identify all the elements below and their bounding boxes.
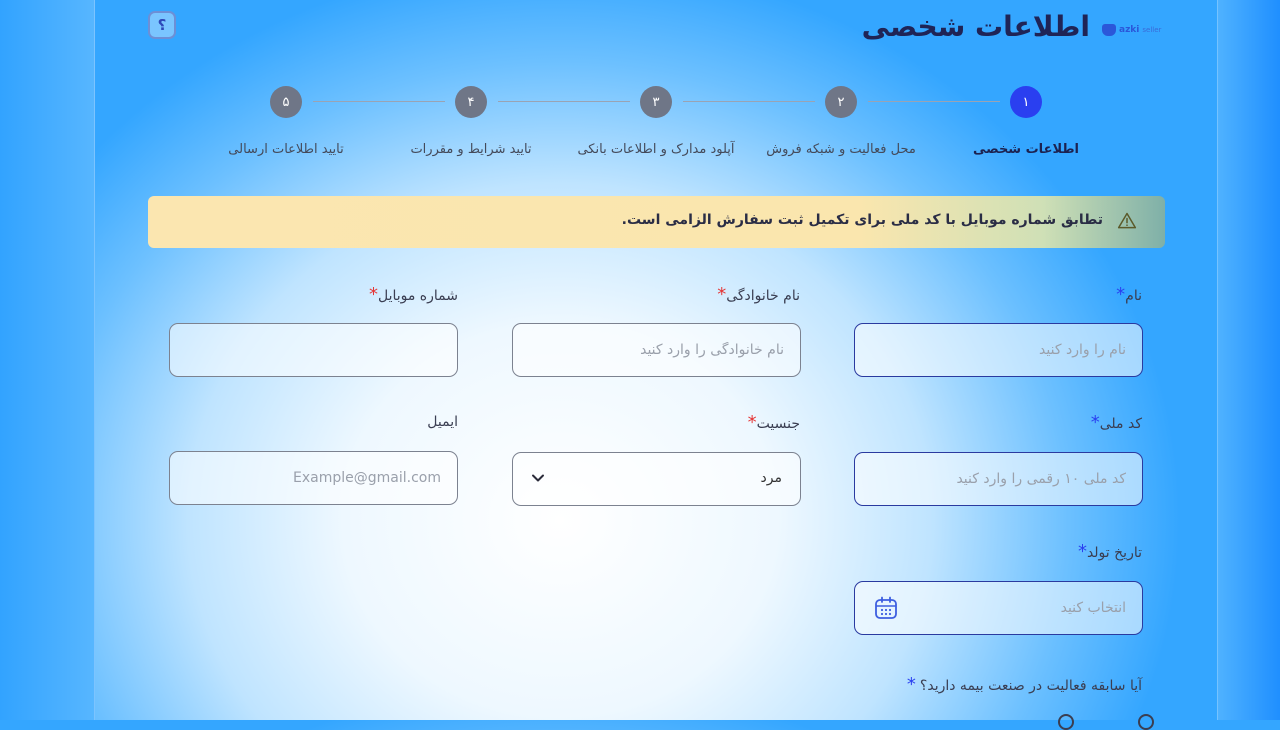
step-4-circle[interactable]: ۴ xyxy=(455,86,487,118)
radio-yes[interactable] xyxy=(1138,714,1154,730)
step-3-circle[interactable]: ۳ xyxy=(640,86,672,118)
step-2-label: محل فعالیت و شبکه فروش xyxy=(766,142,916,157)
help-button[interactable] xyxy=(148,11,176,39)
step-connector xyxy=(868,101,1000,102)
email-field[interactable] xyxy=(169,451,458,505)
step-connector xyxy=(683,101,815,102)
last-name-input[interactable] xyxy=(513,324,800,376)
calendar-icon[interactable] xyxy=(873,595,899,621)
required-mark: * xyxy=(906,674,916,695)
gender-select[interactable] xyxy=(512,452,801,506)
national-code-field[interactable] xyxy=(854,452,1143,506)
national-code-label: کد ملی* xyxy=(1090,412,1142,433)
gender-label: جنسیت* xyxy=(747,412,800,433)
mobile-label: شماره موبایل* xyxy=(368,284,458,305)
warning-alert xyxy=(148,196,1165,248)
logo-subtext: seller xyxy=(1142,26,1162,34)
insurance-experience-question: آیا سابقه فعالیت در صنعت بیمه دارید؟* xyxy=(906,674,1142,695)
required-mark: * xyxy=(1116,284,1126,305)
alert-message: تطابق شماره موبایل با کد ملی برای تکمیل ثبت سفارش الزامی است. xyxy=(621,212,1103,228)
first-name-label: نام* xyxy=(1116,284,1142,305)
email-input[interactable] xyxy=(170,452,457,504)
required-mark: * xyxy=(717,284,727,305)
email-label: ایمیل xyxy=(427,414,458,430)
radio-no[interactable] xyxy=(1058,714,1074,730)
chevron-down-icon xyxy=(531,471,545,485)
progress-stepper xyxy=(220,86,1090,166)
step-2-circle[interactable]: ۲ xyxy=(825,86,857,118)
logo-icon xyxy=(1102,24,1116,36)
step-4-label: تایید شرایط و مقررات xyxy=(410,142,532,157)
required-mark: * xyxy=(368,284,378,305)
gender-selected-value: مرد xyxy=(760,470,782,486)
step-3-label: آپلود مدارک و اطلاعات بانکی xyxy=(577,142,735,157)
help-icon: ؟ xyxy=(157,16,167,34)
birth-date-field[interactable] xyxy=(854,581,1143,635)
right-edge-panel xyxy=(1217,0,1280,720)
required-mark: * xyxy=(747,412,757,433)
mobile-input[interactable] xyxy=(170,324,457,376)
step-connector xyxy=(313,101,445,102)
mobile-field[interactable] xyxy=(169,323,458,377)
last-name-label: نام خانوادگی* xyxy=(717,284,800,305)
step-5-circle[interactable]: ۵ xyxy=(270,86,302,118)
required-mark: * xyxy=(1090,412,1100,433)
step-1-circle[interactable]: ۱ xyxy=(1010,86,1042,118)
first-name-input[interactable] xyxy=(855,324,1142,376)
step-1-label: اطلاعات شخصی xyxy=(972,142,1080,157)
step-5-label: تایید اطلاعات ارسالی xyxy=(228,142,344,157)
birth-date-label: تاریخ تولد* xyxy=(1077,541,1142,562)
first-name-field[interactable] xyxy=(854,323,1143,377)
left-edge-panel xyxy=(0,0,95,720)
national-code-input[interactable] xyxy=(855,453,1142,505)
warning-icon xyxy=(1117,211,1137,231)
last-name-field[interactable] xyxy=(512,323,801,377)
step-connector xyxy=(498,101,630,102)
required-mark: * xyxy=(1077,541,1087,562)
logo-text: azki xyxy=(1119,25,1140,35)
brand-logo xyxy=(1102,24,1161,36)
page-title: اطلاعات شخصی xyxy=(861,10,1090,43)
